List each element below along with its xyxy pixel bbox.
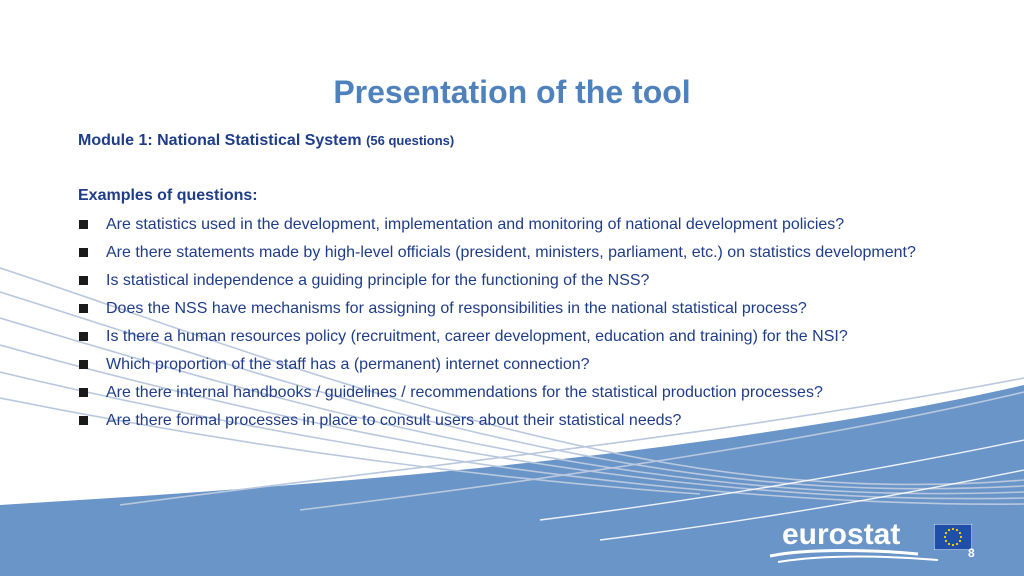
question-item: [78, 326, 978, 347]
square-bullet-icon: [79, 416, 88, 425]
question-item: [78, 382, 978, 403]
question-text: Are statistics used in the development, implementation and monitoring of national development policies?: [106, 216, 845, 233]
question-text: Is there a human resources policy (recruitment, career development, education and training) for the NSI?: [106, 328, 848, 345]
module-question-count: (56 questions): [366, 133, 455, 148]
square-bullet-icon: [79, 276, 88, 285]
question-item: [78, 354, 978, 375]
question-item: [78, 214, 978, 235]
question-item: [78, 270, 978, 291]
question-text: Are there internal handbooks / guidelines / recommendations for the statistical production processes?: [106, 384, 823, 401]
page-number: 8: [968, 546, 975, 560]
question-text: Are there formal processes in place to consult users about their statistical needs?: [106, 412, 682, 429]
square-bullet-icon: [79, 388, 88, 397]
slide-title: Presentation of the tool: [333, 74, 691, 110]
square-bullet-icon: [79, 360, 88, 369]
square-bullet-icon: [79, 220, 88, 229]
eurostat-logo-text: eurostat: [782, 518, 901, 551]
question-item: [78, 298, 978, 319]
square-bullet-icon: [79, 304, 88, 313]
square-bullet-icon: [79, 248, 88, 257]
square-bullet-icon: [79, 332, 88, 341]
eu-flag-icon: [934, 524, 972, 550]
eurostat-logo: [768, 518, 978, 564]
question-list: [78, 214, 978, 438]
question-text: Is statistical independence a guiding principle for the functioning of the NSS?: [106, 272, 650, 289]
module-heading: [78, 132, 454, 150]
question-item: [78, 242, 978, 263]
question-text: Does the NSS have mechanisms for assigning of responsibilities in the national statistical process?: [106, 300, 807, 317]
question-item: [78, 410, 978, 431]
question-text: Which proportion of the staff has a (permanent) internet connection?: [106, 356, 590, 373]
question-text: Are there statements made by high-level officials (president, ministers, parliament, etc.) on statistics development?: [106, 244, 916, 261]
examples-heading: Examples of questions:: [78, 187, 258, 204]
module-label: Module 1: National Statistical System: [78, 132, 362, 149]
